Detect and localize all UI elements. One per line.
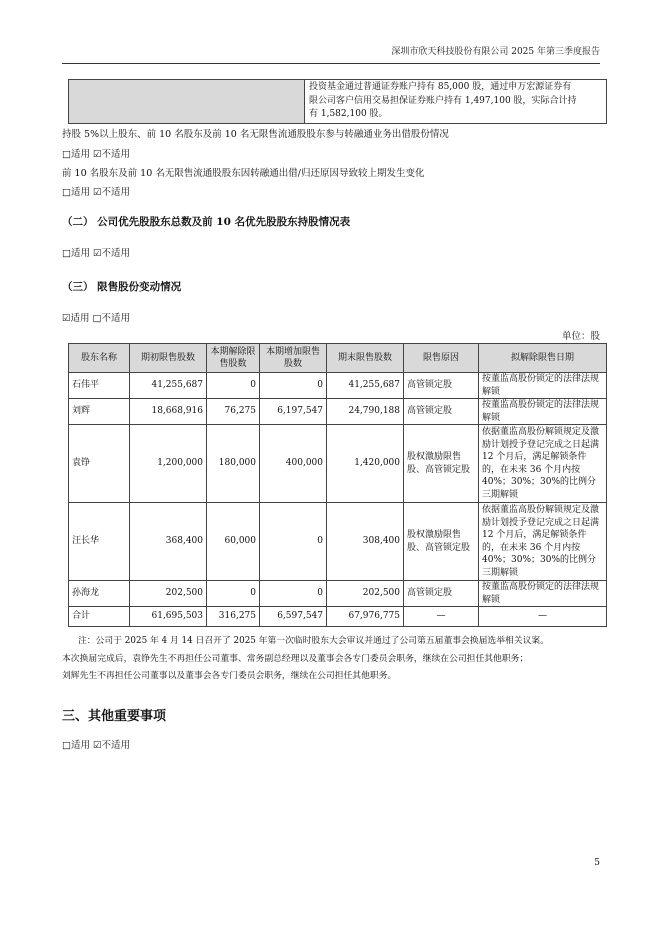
cell-value: 308,400 (327, 503, 404, 581)
continuation-line: 有 1,582,100 股。 (309, 109, 388, 119)
restricted-shares-applicability: ☑适用 □不适用 (62, 313, 131, 324)
lock-reason: — (404, 607, 479, 627)
col-header: 本期增加限售股数 (260, 344, 327, 373)
unlock-date: 按董监高股份锁定的法律法规解锁 (479, 373, 607, 399)
page-number: 5 (594, 858, 600, 868)
lock-reason: 高管锁定股 (404, 373, 479, 399)
table-row (69, 581, 607, 607)
preferred-shares-applicability: □适用 ☑不适用 (62, 248, 131, 259)
shareholder-name: 孙海龙 (69, 581, 130, 607)
lending-heading: 持股 5%以上股东、前 10 名股东及前 10 名无限售流通股股东参与转融通业务出借股份情况 (62, 129, 449, 140)
shareholder-name: 石伟平 (69, 373, 130, 399)
cell-value: 0 (207, 581, 260, 607)
lending-change-heading: 前 10 名股东及前 10 名无限售流通股股东因转融通出借/归还原因导致较上期发生变化 (62, 168, 425, 179)
lock-reason: 高管锁定股 (404, 399, 479, 425)
col-header: 本期解除限售股数 (207, 344, 260, 373)
note-line: 刘辉先生不再担任公司董事以及董事会各专门委员会职务，继续在公司担任其他职务。 (62, 671, 397, 681)
unlock-date: 按董监高股份锁定的法律法规解锁 (479, 399, 607, 425)
unlock-date: 依据董监高股份解锁规定及激励计划授予登记完成之日起满 12 个月后，满足解锁条件的，在未来 36 个月内按 40%；30%；30%的比例分三期解锁 (479, 503, 607, 581)
other-matters-applicability: □适用 ☑不适用 (62, 740, 131, 751)
header-rule (62, 63, 600, 64)
col-header: 拟解除限售日期 (479, 344, 607, 373)
shareholder-name: 刘辉 (69, 399, 130, 425)
continuation-line: 限公司客户信用交易担保证券账户持有 1,497,100 股，实际合计持 (309, 95, 577, 106)
cell-value: 0 (260, 373, 327, 399)
cell-value: 400,000 (260, 425, 327, 503)
lock-reason: 股权激励限售股、高管锁定股 (404, 425, 479, 503)
cell-value: 24,790,188 (327, 399, 404, 425)
cell-value: 180,000 (207, 425, 260, 503)
note-line: 注：公司于 2025 年 4 月 14 日召开了 2025 年第一次临时股东大会审议并通过了公司第五届董事会换届选举相关议案。 (78, 636, 550, 646)
col-header: 期末限售股数 (327, 344, 404, 373)
table-total-row (69, 607, 607, 627)
cell-value: 0 (260, 581, 327, 607)
cell-value: 1,420,000 (327, 425, 404, 503)
continuation-line: 投资基金通过普通证券账户持有 85,000 股，通过申万宏源证券有 (309, 82, 572, 92)
col-header: 股东名称 (69, 344, 130, 373)
cell-value: 41,255,687 (130, 373, 207, 399)
total-label: 合计 (69, 607, 130, 627)
lock-reason: 高管锁定股 (404, 581, 479, 607)
lending-change-applicability: □适用 ☑不适用 (62, 187, 131, 198)
lock-reason: 股权激励限售股、高管锁定股 (404, 503, 479, 581)
table-row (69, 503, 607, 581)
cell-value: 41,255,687 (327, 373, 404, 399)
continuation-table (68, 79, 607, 124)
preferred-shares-heading: （二） 公司优先股股东总数及前 10 名优先股股东持股情况表 (62, 216, 351, 228)
restricted-shares-table (68, 343, 607, 627)
table-row (69, 373, 607, 399)
shareholder-name: 袁铮 (69, 425, 130, 503)
cell-value: 0 (207, 373, 260, 399)
cell-value: 202,500 (130, 581, 207, 607)
col-header: 期初限售股数 (130, 344, 207, 373)
cell-value: 6,197,547 (260, 399, 327, 425)
shareholder-name: 汪长华 (69, 503, 130, 581)
continuation-text (305, 80, 607, 124)
table-row (69, 425, 607, 503)
cell-value: 202,500 (327, 581, 404, 607)
unlock-date: 依据董监高股份解锁规定及激励计划授予登记完成之日起满 12 个月后，满足解锁条件的，在未来 36 个月内按 40%；30%；30%的比例分三期解锁 (479, 425, 607, 503)
cell-value: 61,695,503 (130, 607, 207, 627)
cell-value: 18,668,916 (130, 399, 207, 425)
cell-value: 0 (260, 503, 327, 581)
cell-value: 6,597,547 (260, 607, 327, 627)
report-header: 深圳市欣天科技股份有限公司 2025 年第三季度报告 (391, 47, 600, 57)
cell-value: 76,275 (207, 399, 260, 425)
table-note (62, 633, 602, 686)
other-matters-heading: 三、其他重要事项 (62, 709, 167, 724)
unit-label: 单位：股 (561, 331, 600, 342)
cell-value: 67,976,775 (327, 607, 404, 627)
lending-applicability: □适用 ☑不适用 (62, 149, 131, 160)
cell-value: 316,275 (207, 607, 260, 627)
note-line: 本次换届完成后，袁铮先生不再担任公司董事、常务副总经理以及董事会各专门委员会职务，继续在公司担任其他职务； (62, 653, 529, 664)
unlock-date: 按董监高股份锁定的法律法规解锁 (479, 581, 607, 607)
cell-value: 368,400 (130, 503, 207, 581)
table-row (69, 399, 607, 425)
gray-cell (69, 80, 305, 124)
table-header-row (69, 344, 607, 373)
cell-value: 1,200,000 (130, 425, 207, 503)
unlock-date: — (479, 607, 607, 627)
cell-value: 60,000 (207, 503, 260, 581)
restricted-shares-heading: （三） 限售股份变动情况 (62, 281, 182, 293)
col-header: 限售原因 (404, 344, 479, 373)
